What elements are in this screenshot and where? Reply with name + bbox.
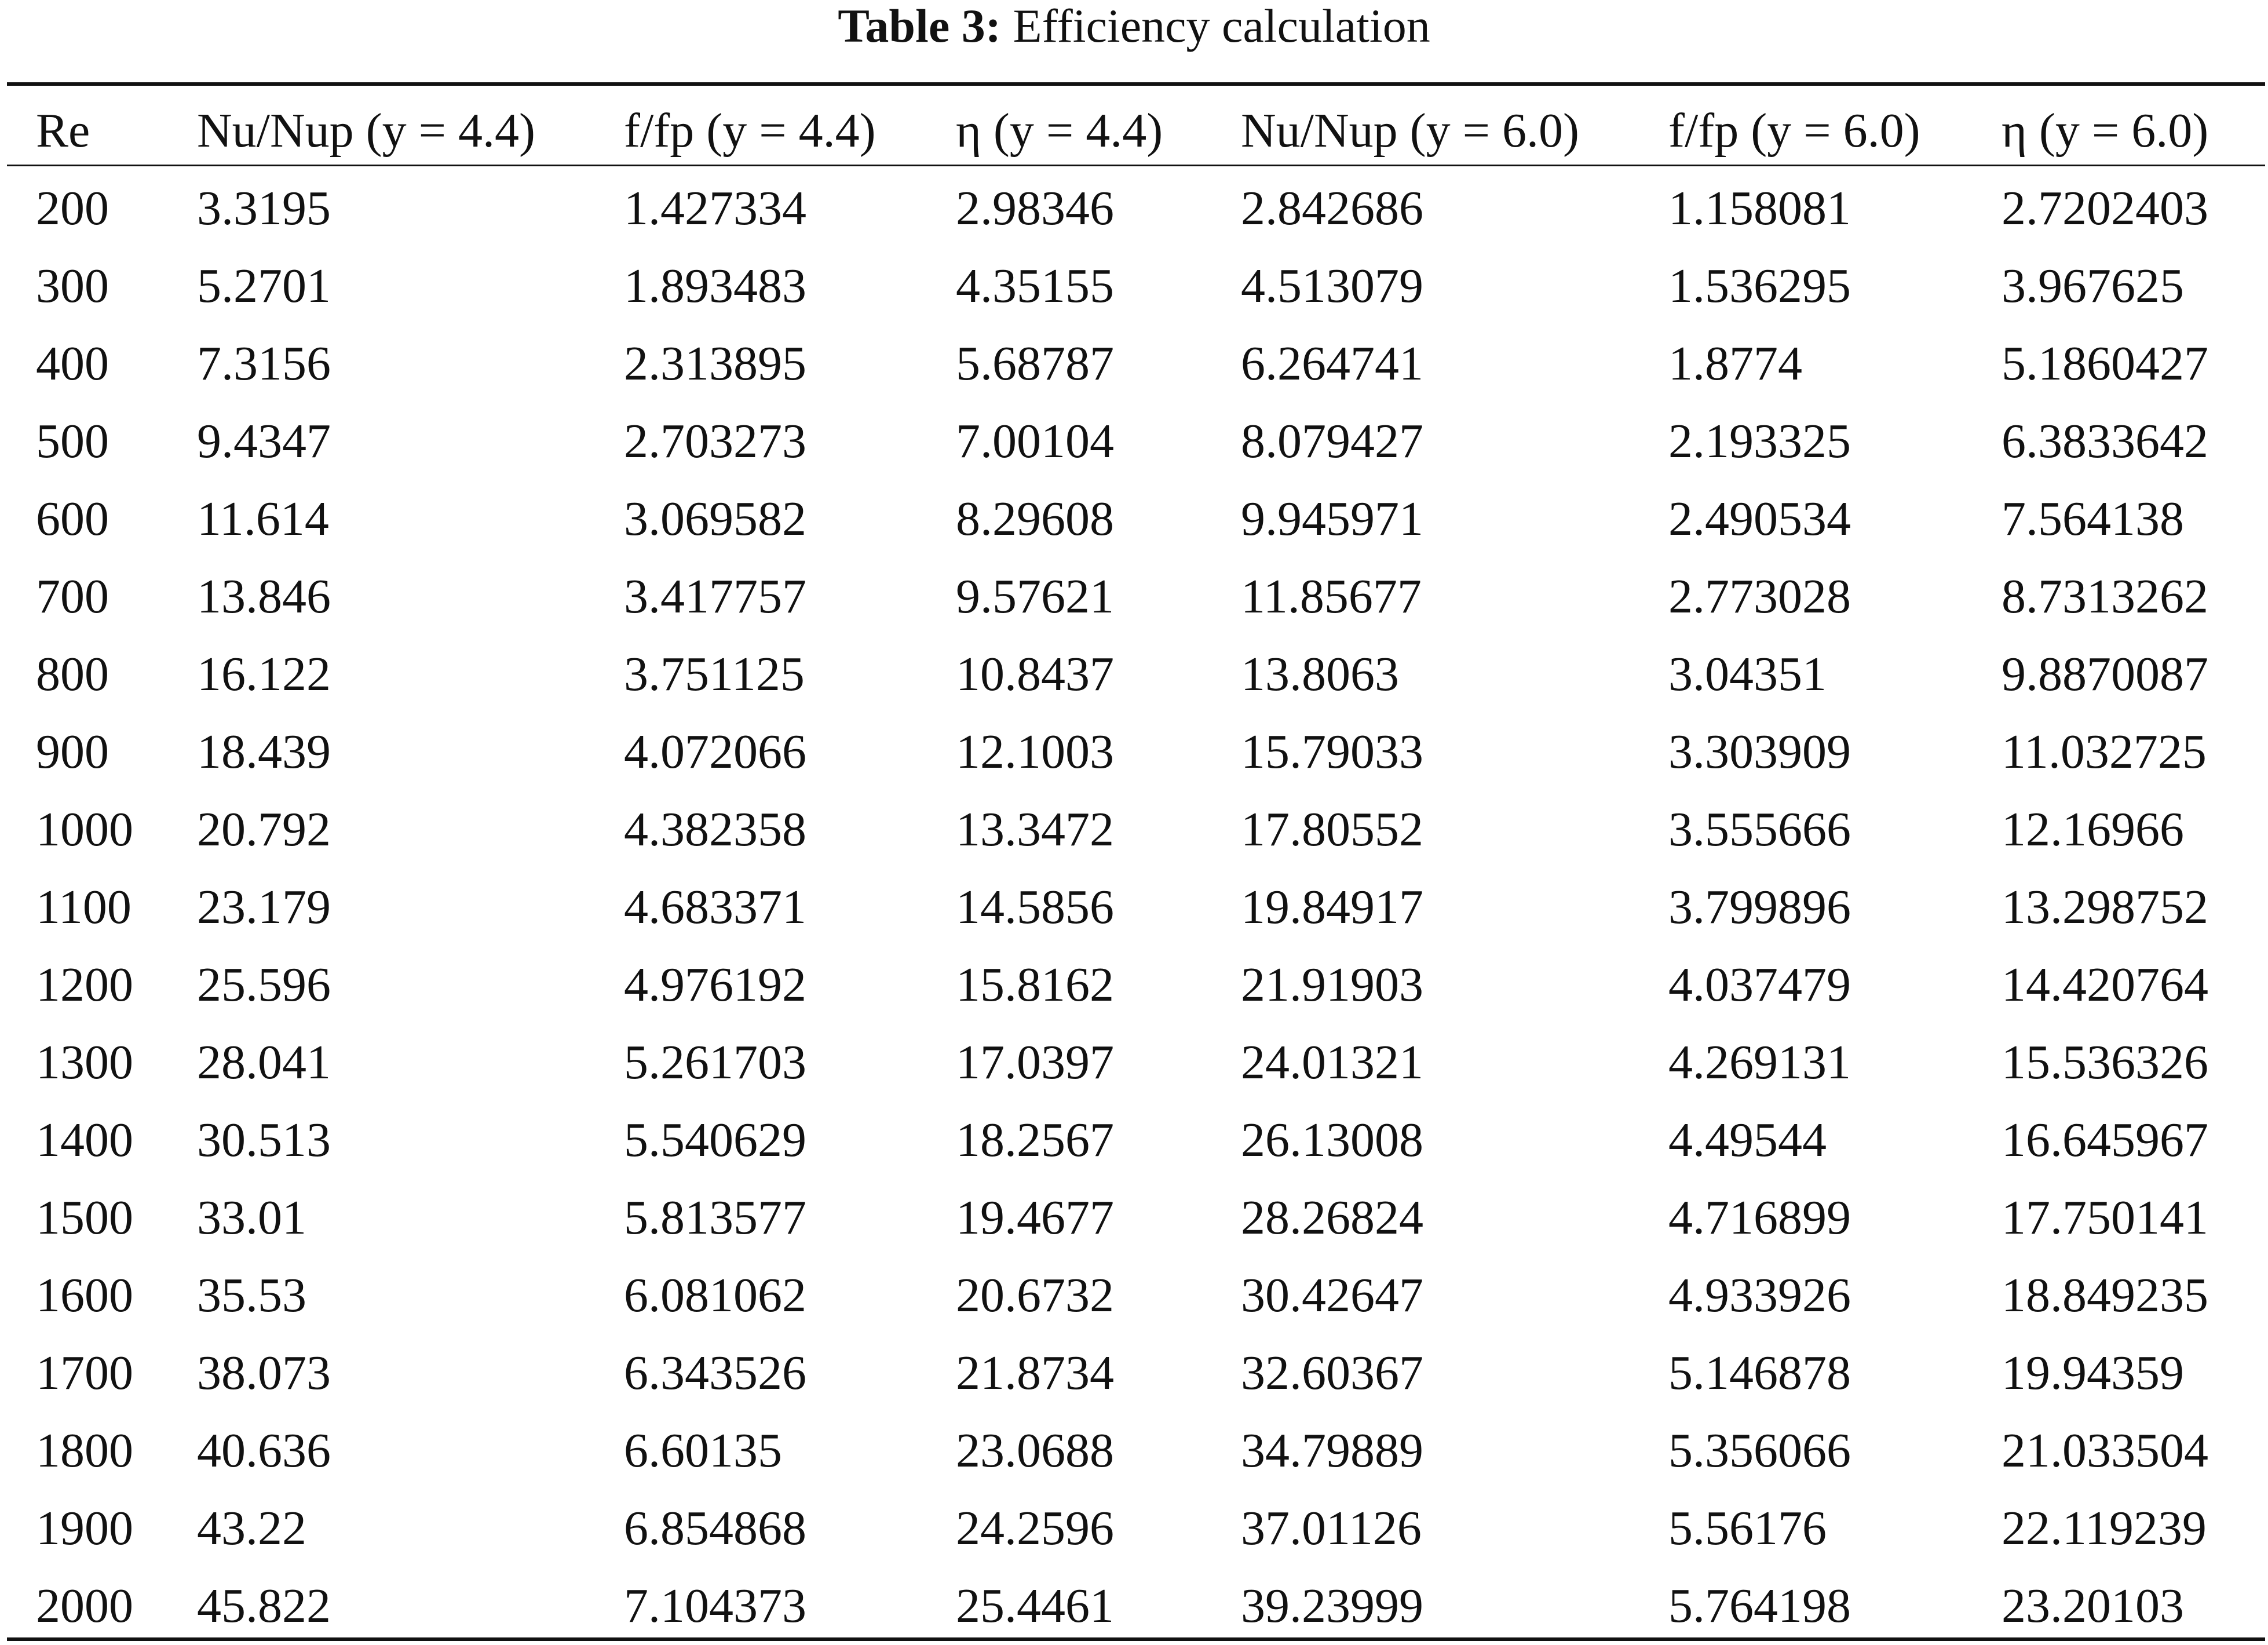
table-cell: 1900: [36, 1501, 133, 1555]
table-cell: 19.84917: [1241, 880, 1423, 934]
table-cell: 23.179: [197, 880, 331, 934]
table-cell: 5.68787: [956, 337, 1114, 391]
table-cell: 40.636: [197, 1424, 331, 1478]
table-cell: 8.29608: [956, 492, 1114, 546]
table-cell: 37.01126: [1241, 1501, 1422, 1555]
table-cell: 800: [36, 647, 109, 701]
table-cell: 18.439: [197, 725, 331, 779]
table-cell: 45.822: [197, 1579, 331, 1633]
column-header: η (y = 6.0): [2002, 104, 2209, 158]
table-cell: 23.0688: [956, 1424, 1114, 1478]
table-cell: 9.8870087: [2002, 647, 2208, 701]
table-cell: 5.764198: [1668, 1579, 1851, 1633]
table-cell: 4.269131: [1668, 1035, 1851, 1089]
table-cell: 1.8774: [1668, 337, 1802, 391]
table-cell: 700: [36, 570, 109, 623]
table-cell: 11.032725: [2002, 725, 2207, 779]
table-cell: 10.8437: [956, 647, 1114, 701]
table-cell: 300: [36, 259, 109, 313]
table-cell: 22.119239: [2002, 1501, 2207, 1555]
column-header: f/fp (y = 4.4): [624, 104, 876, 158]
table-caption: [0, 0, 2268, 70]
table-cell: 1800: [36, 1424, 133, 1478]
table-cell: 25.4461: [956, 1579, 1114, 1633]
table-cell: 39.23999: [1241, 1579, 1423, 1633]
table-cell: 9.57621: [956, 570, 1114, 623]
table-cell: 3.555666: [1668, 803, 1851, 856]
table-cell: 4.513079: [1241, 259, 1423, 313]
table-cell: 5.356066: [1668, 1424, 1851, 1478]
table-cell: 8.7313262: [2002, 570, 2208, 623]
table-cell: 17.0397: [956, 1035, 1114, 1089]
table-cell: 4.49544: [1668, 1113, 1827, 1167]
table-cell: 13.3472: [956, 803, 1114, 856]
table-cell: 34.79889: [1241, 1424, 1423, 1478]
table-cell: 1.536295: [1668, 259, 1851, 313]
table-cell: 16.645967: [2002, 1113, 2208, 1167]
table-cell: 21.8734: [956, 1346, 1114, 1400]
table-cell: 2.193325: [1668, 414, 1851, 468]
table-cell: 7.00104: [956, 414, 1114, 468]
table-cell: 43.22: [197, 1501, 306, 1555]
table-cell: 3.069582: [624, 492, 806, 546]
table-top-rule: [7, 82, 2265, 86]
table-cell: 2.7202403: [2002, 181, 2208, 235]
table-cell: 14.420764: [2002, 958, 2208, 1012]
table-cell: 12.16966: [2002, 803, 2184, 856]
table-cell: 400: [36, 337, 109, 391]
table-cell: 33.01: [197, 1191, 306, 1245]
table-cell: 12.1003: [956, 725, 1114, 779]
table-cell: 20.6732: [956, 1268, 1114, 1322]
table-cell: 6.081062: [624, 1268, 806, 1322]
table-cell: 9.945971: [1241, 492, 1423, 546]
table-cell: 17.750141: [2002, 1191, 2208, 1245]
table-bottom-rule: [7, 1637, 2265, 1641]
table-cell: 5.261703: [624, 1035, 806, 1089]
table-cell: 1400: [36, 1113, 133, 1167]
column-header: Nu/Nup (y = 6.0): [1241, 104, 1579, 158]
table-cell: 4.35155: [956, 259, 1114, 313]
table-cell: 17.80552: [1241, 803, 1423, 856]
table-cell: 5.146878: [1668, 1346, 1851, 1400]
table-cell: 2.703273: [624, 414, 806, 468]
table-caption-label: Table 3:: [838, 0, 1002, 52]
table-cell: 6.60135: [624, 1424, 782, 1478]
table-cell: 25.596: [197, 958, 331, 1012]
table-cell: 26.13008: [1241, 1113, 1423, 1167]
table-cell: 6.343526: [624, 1346, 806, 1400]
table-cell: 500: [36, 414, 109, 468]
table-cell: 5.1860427: [2002, 337, 2208, 391]
table-cell: 3.303909: [1668, 725, 1851, 779]
table-cell: 7.564138: [2002, 492, 2184, 546]
column-header: Nu/Nup (y = 4.4): [197, 104, 535, 158]
table-cell: 1.427334: [624, 181, 806, 235]
table-cell: 11.85677: [1241, 570, 1422, 623]
table-cell: 21.91903: [1241, 958, 1423, 1012]
table-cell: 5.540629: [624, 1113, 806, 1167]
table-cell: 200: [36, 181, 109, 235]
table-cell: 1.158081: [1668, 181, 1851, 235]
table-cell: 13.8063: [1241, 647, 1399, 701]
table-cell: 30.513: [197, 1113, 331, 1167]
table-cell: 2.773028: [1668, 570, 1851, 623]
table-caption-title: Efficiency calculation: [1013, 0, 1430, 52]
table-cell: 13.298752: [2002, 880, 2208, 934]
table-cell: 3.417757: [624, 570, 806, 623]
table-cell: 16.122: [197, 647, 331, 701]
table-cell: 2.313895: [624, 337, 806, 391]
table-cell: 14.5856: [956, 880, 1114, 934]
table-cell: 1100: [36, 880, 132, 934]
table-cell: 600: [36, 492, 109, 546]
table-header-rule: [7, 165, 2265, 166]
table-cell: 8.079427: [1241, 414, 1423, 468]
table-cell: 4.716899: [1668, 1191, 1851, 1245]
table-cell: 6.3833642: [2002, 414, 2208, 468]
table-cell: 1700: [36, 1346, 133, 1400]
table-cell: 4.037479: [1668, 958, 1851, 1012]
table-cell: 3.799896: [1668, 880, 1851, 934]
table-cell: 900: [36, 725, 109, 779]
table-cell: 3.751125: [624, 647, 805, 701]
table-cell: 3.967625: [2002, 259, 2184, 313]
table-cell: 2.490534: [1668, 492, 1851, 546]
table-cell: 4.976192: [624, 958, 806, 1012]
table-cell: 1500: [36, 1191, 133, 1245]
table-cell: 13.846: [197, 570, 331, 623]
table-cell: 11.614: [197, 492, 329, 546]
table-cell: 38.073: [197, 1346, 331, 1400]
table-cell: 24.01321: [1241, 1035, 1423, 1089]
table-cell: 4.683371: [624, 880, 806, 934]
table-cell: 32.60367: [1241, 1346, 1423, 1400]
table-cell: 19.94359: [2002, 1346, 2184, 1400]
table-cell: 1.893483: [624, 259, 806, 313]
column-header: f/fp (y = 6.0): [1668, 104, 1920, 158]
table-cell: 5.813577: [624, 1191, 806, 1245]
column-header: Re: [36, 104, 90, 158]
table-cell: 1300: [36, 1035, 133, 1089]
table-cell: 3.3195: [197, 181, 331, 235]
table-cell: 6.854868: [624, 1501, 806, 1555]
table-cell: 21.033504: [2002, 1424, 2208, 1478]
table-cell: 1600: [36, 1268, 133, 1322]
table-cell: 18.2567: [956, 1113, 1114, 1167]
table-cell: 18.849235: [2002, 1268, 2208, 1322]
table-cell: 20.792: [197, 803, 331, 856]
table-cell: 4.933926: [1668, 1268, 1851, 1322]
table-cell: 15.79033: [1241, 725, 1423, 779]
table-cell: 19.4677: [956, 1191, 1114, 1245]
table-cell: 4.382358: [624, 803, 806, 856]
table-cell: 28.26824: [1241, 1191, 1423, 1245]
table-cell: 1200: [36, 958, 133, 1012]
table-cell: 2.98346: [956, 181, 1114, 235]
table-cell: 23.20103: [2002, 1579, 2184, 1633]
table-cell: 15.8162: [956, 958, 1114, 1012]
table-cell: 35.53: [197, 1268, 306, 1322]
table-cell: 7.3156: [197, 337, 331, 391]
table-cell: 9.4347: [197, 414, 331, 468]
table-cell: 30.42647: [1241, 1268, 1423, 1322]
table-cell: 15.536326: [2002, 1035, 2208, 1089]
table-cell: 28.041: [197, 1035, 331, 1089]
table-cell: 3.04351: [1668, 647, 1827, 701]
table-cell: 6.264741: [1241, 337, 1423, 391]
table-cell: 2000: [36, 1579, 133, 1633]
table-cell: 5.56176: [1668, 1501, 1827, 1555]
table-cell: 7.104373: [624, 1579, 806, 1633]
table-cell: 24.2596: [956, 1501, 1114, 1555]
column-header: η (y = 4.4): [956, 104, 1163, 158]
table-cell: 5.2701: [197, 259, 331, 313]
table-cell: 1000: [36, 803, 133, 856]
table-cell: 2.842686: [1241, 181, 1423, 235]
table-cell: 4.072066: [624, 725, 806, 779]
